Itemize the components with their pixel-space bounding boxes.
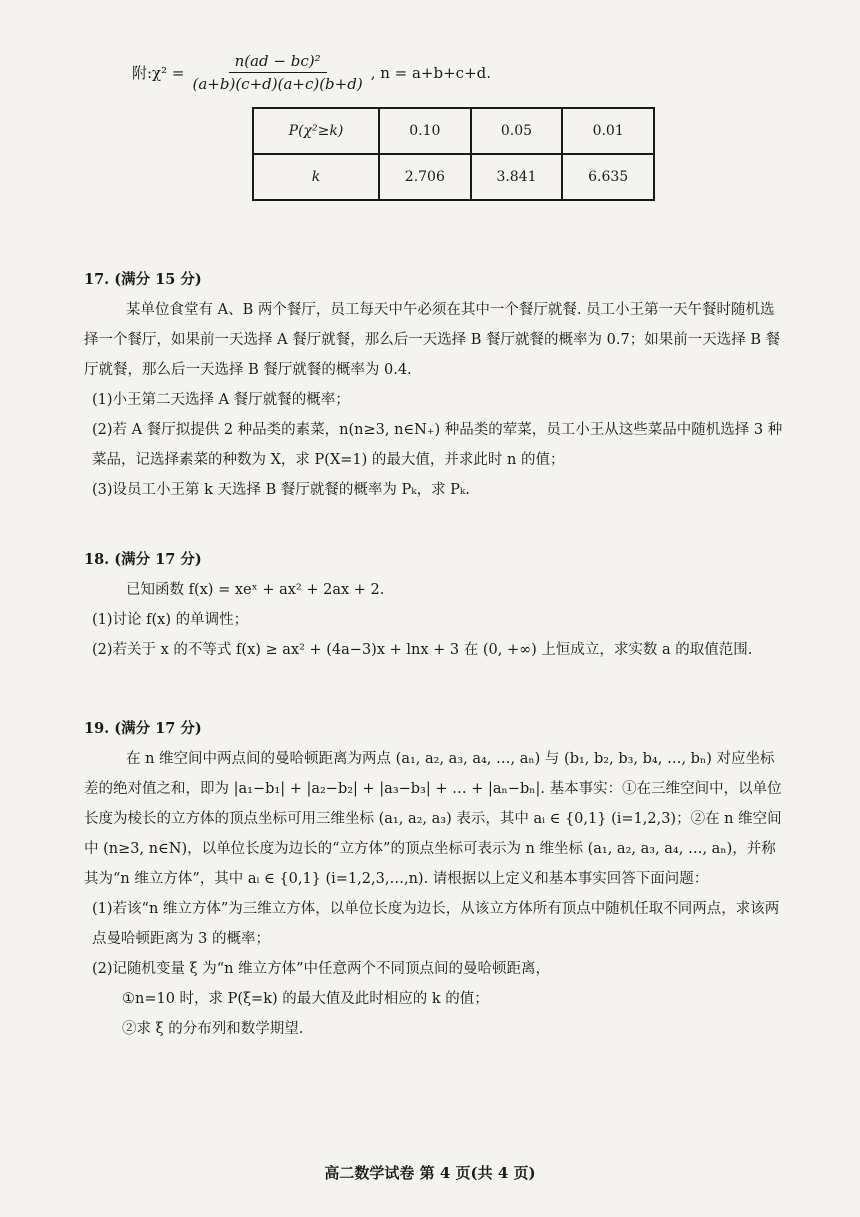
formula-fraction	[189, 52, 367, 93]
question-19-part-2: (2)记随机变量 ξ 为“n 维立方体”中任意两个不同顶点间的曼哈顿距离，	[92, 961, 551, 977]
table-cell: P(χ²≥k)	[253, 108, 379, 154]
table-cell: 0.01	[562, 108, 654, 154]
chi-square-table	[252, 107, 655, 201]
question-19	[84, 714, 784, 1044]
question-19-subpart-2: ②求 ξ 的分布列和数学期望.	[122, 1021, 304, 1037]
formula-prefix: 附:χ² =	[132, 64, 185, 82]
question-18-body: 已知函数 f(x) = xeˣ + ax² + 2ax + 2.	[126, 582, 385, 598]
table-cell: 6.635	[562, 154, 654, 200]
table-cell: 0.10	[379, 108, 471, 154]
question-17-part-1: (1)小王第二天选择 A 餐厅就餐的概率；	[92, 392, 350, 408]
question-19-title: 19. (满分 17 分)	[84, 720, 202, 737]
formula-suffix: , n = a+b+c+d.	[370, 63, 492, 82]
question-17-body: 某单位食堂有 A、B 两个餐厅，员工每天中午必须在其中一个餐厅就餐. 员工小王第一天午餐时随机选择一个餐厅，如果前一天选择 A 餐厅就餐，那么后一天选择 B 餐厅就餐的概率为 0.7；如果前一天选择 B 餐厅就餐，那么后一天选择 B 餐厅就餐的概率为 0.4.	[84, 302, 781, 378]
formula-numerator: n(ad − bc)²	[229, 52, 327, 73]
question-19-part-1: (1)若该“n 维立方体”为三维立方体，以单位长度为边长，从该立方体所有顶点中随机任取不同两点，求该两点曼哈顿距离为 3 的概率；	[92, 901, 780, 947]
formula-denominator: (a+b)(c+d)(a+c)(b+d)	[192, 75, 363, 93]
question-18-part-1: (1)讨论 f(x) 的单调性；	[92, 612, 249, 628]
table-cell: 2.706	[379, 154, 471, 200]
question-18-title: 18. (满分 17 分)	[84, 551, 202, 568]
question-19-body: 在 n 维空间中两点间的曼哈顿距离为两点 (a₁, a₂, a₃, a₄, …, aₙ) 与 (b₁, b₂, b₃, b₄, …, bₙ) 对应坐标差的绝对值之和，即为 |a₁−b₁| + |a₂−b₂| + |a₃−b₃| + … + |aₙ−bₙ|. 基本事实：①在三维空间中，以单位长度为棱长的立方体的顶点坐标可用三维坐标 (a₁, a₂, a₃) 表示，其中 aᵢ ∈ {0,1} (i=1,2,3)；②在 n 维空间中 (n≥3, n∈N)，以单位长度为边长的“立方体”的顶点坐标可表示为 n 维坐标 (a₁, a₂, a₃, a₄, …, aₙ)，并称其为“n 维立方体”，其中 aᵢ ∈ {0,1} (i=1,2,3,…,n). 请根据以上定义和基本事实回答下面问题：	[84, 751, 782, 887]
question-18-part-2: (2)若关于 x 的不等式 f(x) ≥ ax² + (4a−3)x + lnx + 3 在 (0, +∞) 上恒成立，求实数 a 的取值范围.	[92, 642, 753, 658]
question-17-part-3: (3)设员工小王第 k 天选择 B 餐厅就餐的概率为 Pₖ，求 Pₖ.	[92, 482, 470, 498]
page-footer: 高二数学试卷 第 4 页(共 4 页)	[324, 1164, 536, 1182]
table-cell: k	[253, 154, 379, 200]
table-row	[253, 108, 654, 154]
table-row	[253, 154, 654, 200]
question-17-title: 17. (满分 15 分)	[84, 271, 202, 288]
question-18	[84, 545, 784, 665]
table-cell: 0.05	[471, 108, 563, 154]
question-17-part-2: (2)若 A 餐厅拟提供 2 种品类的素菜，n(n≥3, n∈N₊) 种品类的荤菜，员工小王从这些菜品中随机选择 3 种菜品，记选择素菜的种数为 X，求 P(X=1) 的最大值，并求此时 n 的值；	[92, 422, 783, 468]
table-cell: 3.841	[471, 154, 563, 200]
question-19-subpart-1: ①n=10 时，求 P(ξ=k) 的最大值及此时相应的 k 的值；	[122, 991, 489, 1007]
question-17	[84, 265, 784, 505]
chi-square-formula	[132, 52, 491, 93]
